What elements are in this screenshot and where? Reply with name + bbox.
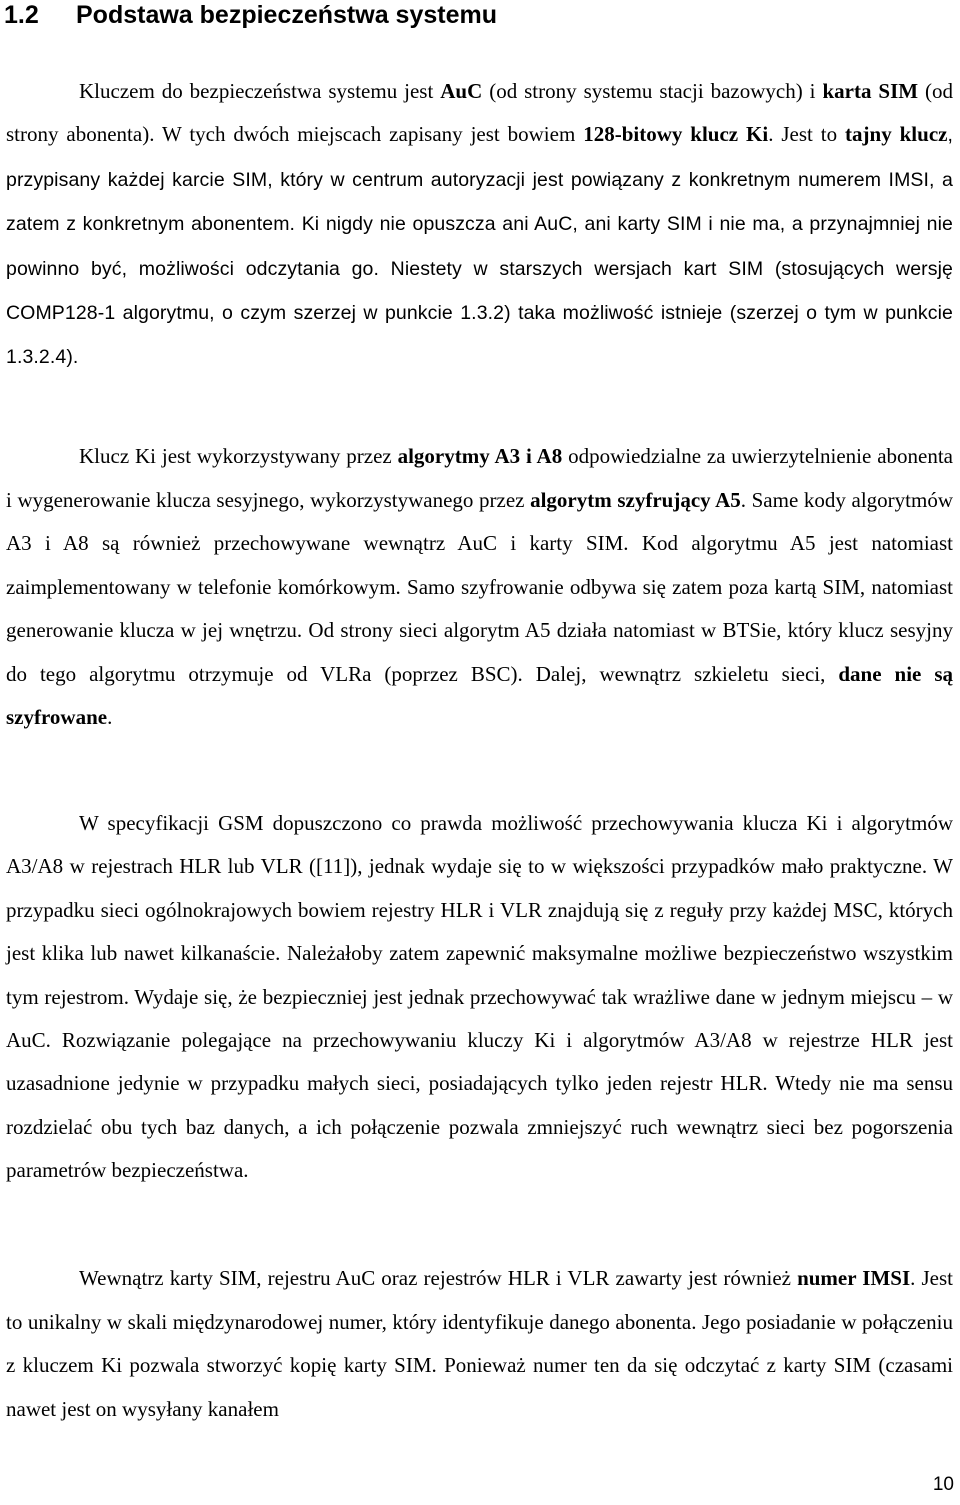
text-run: odpowiedzialne za uwierzytelnienie abonenta i wygenerowanie klucza sesyjnego, wykorzystywanego przez [6,444,954,512]
text-run: Kluczem do bezpieczeństwa systemu jest [79,79,441,103]
paragraph-3: W specyfikacji GSM dopuszczono co prawda możliwość przechowywania klucza Ki i algorytmów A3/A8 w rejestrach HLR lub VLR ([11]), jednak wydaje się to w większości przypadków mało praktyczne. W przypadku sieci ogólnokrajowych bowiem rejestry HLR i VLR znajdują się z reguły przy każdej MSC, których jest klika lub nawet kilkanaście. Należałoby zatem zapewnić maksymalne możliwe bezpieczeństwo wszystkim tym rejestrom. Wydaje się, że bezpieczniej jest jednak przechowywać tak wrażliwe dane w jednym miejscu – w AuC. Rozwiązanie polegające na przechowywaniu kluczy Ki i algorytmów A3/A8 w rejestrze HLR jest uzasadnione jedynie w przypadku małych sieci, posiadających tylko jeden rejestr HLR. Wtedy nie ma sensu rozdzielać obu tych baz danych, a ich połączenie pozwala zmniejszyć ruch wewnątrz sieci bez pogorszenia parametrów bezpieczeństwa. [6,811,953,1183]
text-run: (od strony abonenta). W tych dwóch miejscach zapisany jest bowiem [6,79,953,147]
paragraph-4 [6,1257,953,1432]
paragraph-2 [6,435,953,740]
text-run: Wewnątrz karty SIM, rejestru AuC oraz rejestrów HLR i VLR zawarty jest również [79,1266,798,1290]
section-heading [4,0,497,30]
bold-term-klucz-ki: 128-bitowy klucz Ki [583,122,769,147]
text-run: , przypisany każdej karcie SIM, który w centrum autoryzacji jest powiązany z konkretnym numerem IMSI, a zatem z konkretnym abonentem. Ki nigdy nie opuszcza ani AuC, ani karty SIM i nie ma, a przynajmniej nie powinno być, możliwości odczytania go. Niestety w starszych wersjach kart SIM (stosujących wersję COMP128-1 algorytmu, o czym szerzej w punkcie 1.3.2) taka możliwość istnieje (szerzej o tym w punkcie 1.3.2.4). [6,124,953,369]
section-number: 1.2 [4,1,39,29]
bold-term-numer-imsi: numer IMSI [797,1266,911,1290]
paragraph-1 [6,70,953,380]
text-run: . Same kody algorytmów A3 i A8 są również przechowywane wewnątrz AuC i karty SIM. Kod algorytmu A5 jest natomiast zaimplementowany w telefonie komórkowym. Samo szyfrowanie odbywa się zatem poza kartą SIM, natomiast generowanie klucza w jej wnętrzu. Od strony sieci algorytm A5 działa natomiast w BTSie, który klucz sesyjny do tego algorytmu otrzymuje od VLRa (poprzez BSC). Dalej, wewnątrz szkieletu sieci, [6,487,953,686]
bold-term-karta-sim: karta SIM [822,79,919,103]
text-run: . [107,705,113,729]
bold-term-auc: AuC [440,79,483,103]
text-run: (od strony systemu stacji bazowych) i [482,79,823,103]
bold-term-algorytmy-a3-a8: algorytmy A3 i A8 [397,444,563,468]
page-number: 10 [932,1474,954,1495]
bold-term-tajny-klucz: tajny klucz [845,122,948,147]
section-title: Podstawa bezpieczeństwa systemu [76,1,497,29]
text-run: Klucz Ki jest wykorzystywany przez [79,444,398,468]
text-run: . Jest to [768,122,846,147]
bold-term-algorytm-a5: algorytm szyfrujący A5 [530,487,741,512]
bold-term-dane-nie-szyfrowane: dane nie są szyfrowane [6,661,954,729]
text-run: . Jest to unikalny w skali międzynarodowej numer, który identyfikuje danego abonenta. Jego posiadanie w połączeniu z kluczem Ki pozwala stworzyć kopię karty SIM. Ponieważ numer ten da się odczytać z karty SIM (czasami nawet jest on wysyłany kanałem [6,1266,953,1422]
